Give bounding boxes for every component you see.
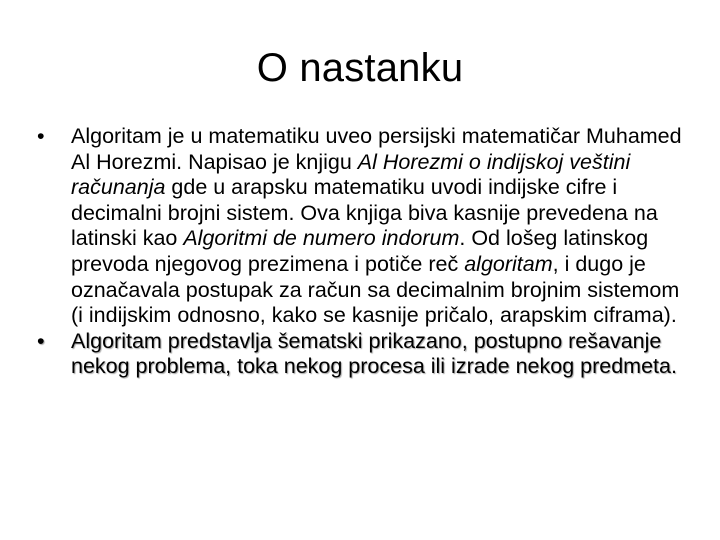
slide-content [34, 124, 694, 380]
bullet-item-2 [34, 329, 694, 380]
bullet-2-term: Algoritam [71, 328, 162, 353]
bullet-1-text-2: gde u arapsku matematiku uvodi indijske cifre i decimalni brojni sistem. Ova knjiga biva kasnije prevedena na latinski kao [71, 175, 658, 251]
bullet-icon: • [37, 328, 45, 353]
slide-title: O nastanku [256, 46, 464, 90]
bullet-item-1 [34, 124, 694, 329]
bullet-1-italic-word: algoritam [464, 251, 553, 276]
bullet-1-text-4: , i dugo je označavala postupak za račun sa decimalnim brojnim sistemom (i indijskim odnosno, kako se kasnije pričalo, arapskim ciframa). [71, 251, 680, 328]
bullet-icon: • [37, 124, 45, 148]
bullet-1-italic-latin-title: Algoritmi de numero indorum [183, 226, 460, 251]
bullet-1-text-1: Algoritam je u matematiku uveo persijski matematičar Muhamed Al Horezmi. Napisao je knjigu [71, 124, 682, 174]
bullet-2-text: predstavlja šematski prikazano, postupno rešavanje nekog problema, toka nekog procesa ili izrade nekog predmeta. [71, 328, 677, 379]
bullet-1-italic-book-title: Al Horezmi o indijskoj veštini računanja [71, 149, 631, 200]
bullet-1-text-3: . Od lošeg latinskog prevoda njegovog prezimena i potiče reč [71, 226, 649, 276]
